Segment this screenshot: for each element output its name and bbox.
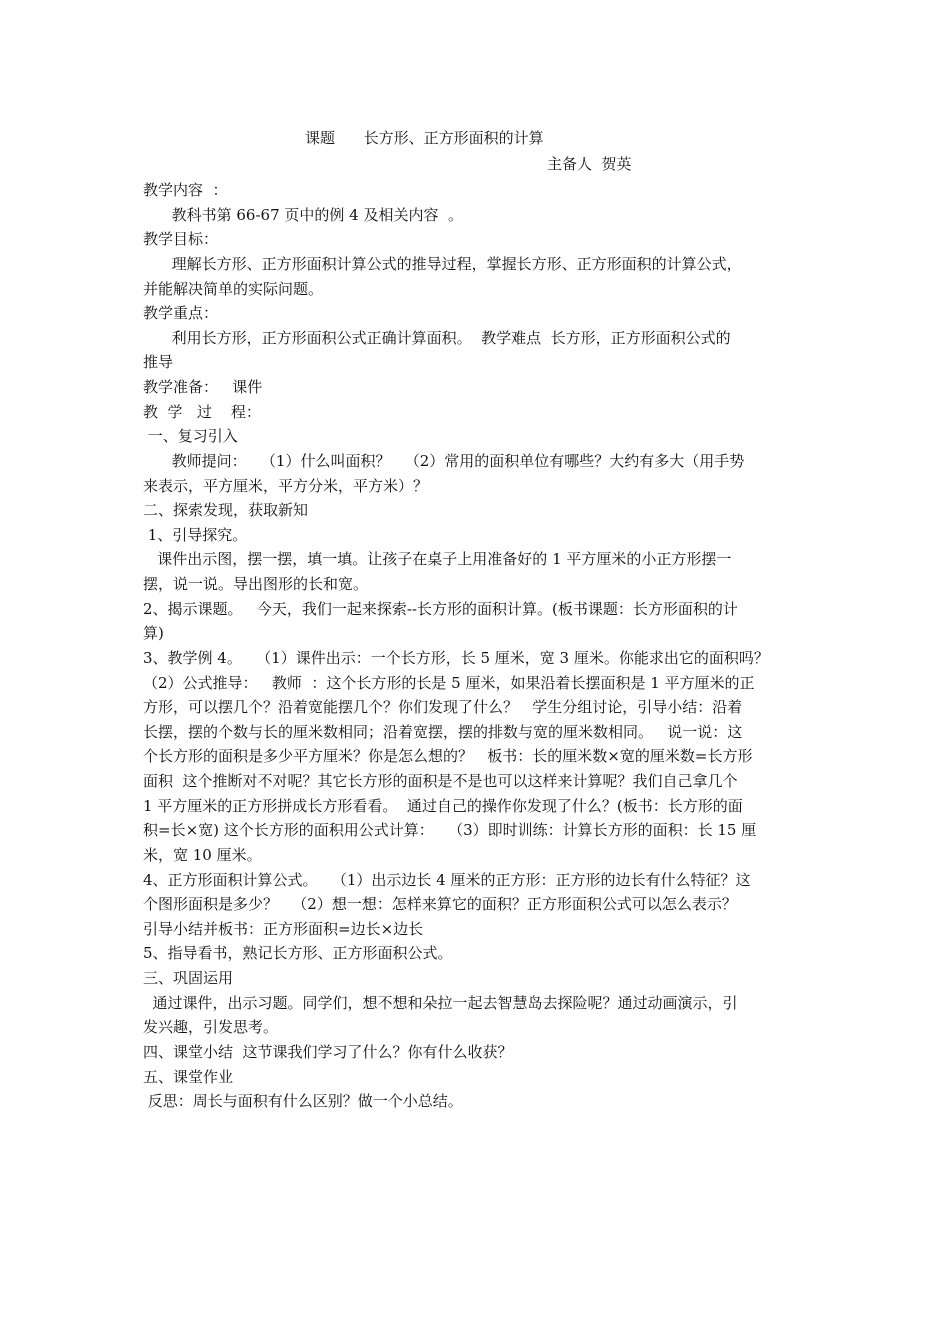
body-line: 教 学 过 程： bbox=[143, 403, 261, 421]
section-heading: 一、复习引入 bbox=[143, 427, 238, 445]
body-line: 米，宽 10 厘米。 bbox=[143, 846, 262, 864]
body-line: 教学重点： bbox=[143, 304, 219, 322]
body-line: 3、教学例 4。 （1）课件出示：一个长方形，长 5 厘米，宽 3 厘米。你能求出它的面积吗？ bbox=[143, 649, 769, 667]
body-line: 面积 这个推断对不对呢？其它长方形的面积是不是也可以这样来计算呢？我们自己拿几个 bbox=[143, 772, 738, 790]
body-line: 个长方形的面积是多少平方厘米？你是怎么想的？ 板书：长的厘米数×宽的厘米数=长方形 bbox=[143, 747, 753, 765]
body-line: 个图形面积是多少？ （2）想一想：怎样来算它的面积？正方形面积公式可以怎么表示？ bbox=[143, 895, 737, 913]
lesson-title: 课题 长方形、正方形面积的计算 bbox=[305, 129, 544, 147]
section-heading: 五、课堂作业 bbox=[143, 1068, 234, 1086]
lesson-author: 主备人 贺英 bbox=[547, 155, 632, 173]
body-line: 反思：周长与面积有什么区别？做一个小总结。 bbox=[143, 1092, 463, 1110]
body-line: 长摆，摆的个数与长的厘米数相同；沿着宽摆，摆的排数与宽的厘米数相同。 说一说：这 bbox=[143, 723, 743, 741]
body-line: 并能解决简单的实际问题。 bbox=[143, 280, 324, 298]
body-line: 引导小结并板书：正方形面积=边长×边长 bbox=[143, 920, 424, 938]
body-line: 发兴趣，引发思考。 bbox=[143, 1018, 279, 1036]
body-line: 4、正方形面积计算公式。 （1）出示边长 4 厘米的正方形：正方形的边长有什么特征？这 bbox=[143, 871, 751, 889]
body-line: 理解长方形、正方形面积计算公式的推导过程，掌握长方形、正方形面积的计算公式， bbox=[143, 255, 742, 273]
body-line: 利用长方形，正方形面积公式正确计算面积。 教学难点 长方形，正方形面积公式的 bbox=[143, 329, 731, 347]
body-line: 2、揭示课题。 今天，我们一起来探索--长方形的面积计算。(板书课题：长方形面积的计 bbox=[143, 600, 738, 618]
body-line: 教学内容 ： bbox=[143, 181, 228, 199]
section-heading: 四、课堂小结 这节课我们学习了什么？你有什么收获？ bbox=[143, 1043, 513, 1061]
body-line: 教科书第 66-67 页中的例 4 及相关内容 。 bbox=[143, 206, 464, 224]
body-line: 推导 bbox=[143, 353, 174, 371]
body-line: 1、引导探究。 bbox=[143, 526, 248, 544]
body-line: （2）公式推导： 教师 ：这个长方形的长是 5 厘米，如果沿着长摆面积是 1 平方厘米的正 bbox=[143, 674, 755, 692]
body-line: 方形，可以摆几个？沿着宽能摆几个？你们发现了什么？ 学生分组讨论，引导小结：沿着 bbox=[143, 698, 743, 716]
body-line: 教学目标： bbox=[143, 230, 219, 248]
body-line: 教师提问： （1）什么叫面积？ （2）常用的面积单位有哪些？大约有多大（用手势 bbox=[143, 452, 745, 470]
section-heading: 二、探索发现，获取新知 bbox=[143, 501, 309, 519]
body-line: 摆，说一说。导出图形的长和宽。 bbox=[143, 575, 369, 593]
body-line: 5、指导看书，熟记长方形、正方形面积公式。 bbox=[143, 944, 453, 962]
body-line: 积=长×宽) 这个长方形的面积用公式计算： （3）即时训练：计算长方形的面积：长 15 厘 bbox=[143, 821, 757, 839]
section-heading: 三、巩固运用 bbox=[143, 969, 234, 987]
body-line: 算) bbox=[143, 624, 164, 642]
body-line: 课件出示图，摆一摆，填一填。让孩子在桌子上用准备好的 1 平方厘米的小正方形摆一 bbox=[143, 550, 732, 568]
body-line: 教学准备： 课件 bbox=[143, 378, 263, 396]
body-line: 来表示，平方厘米，平方分米，平方米）？ bbox=[143, 477, 429, 495]
body-line: 通过课件，出示习题。同学们，想不想和朵拉一起去智慧岛去探险呢？通过动画演示，引 bbox=[143, 994, 738, 1012]
body-line: 1 平方厘米的正方形拼成长方形看看。 通过自己的操作你发现了什么？(板书：长方形的面 bbox=[143, 797, 743, 815]
